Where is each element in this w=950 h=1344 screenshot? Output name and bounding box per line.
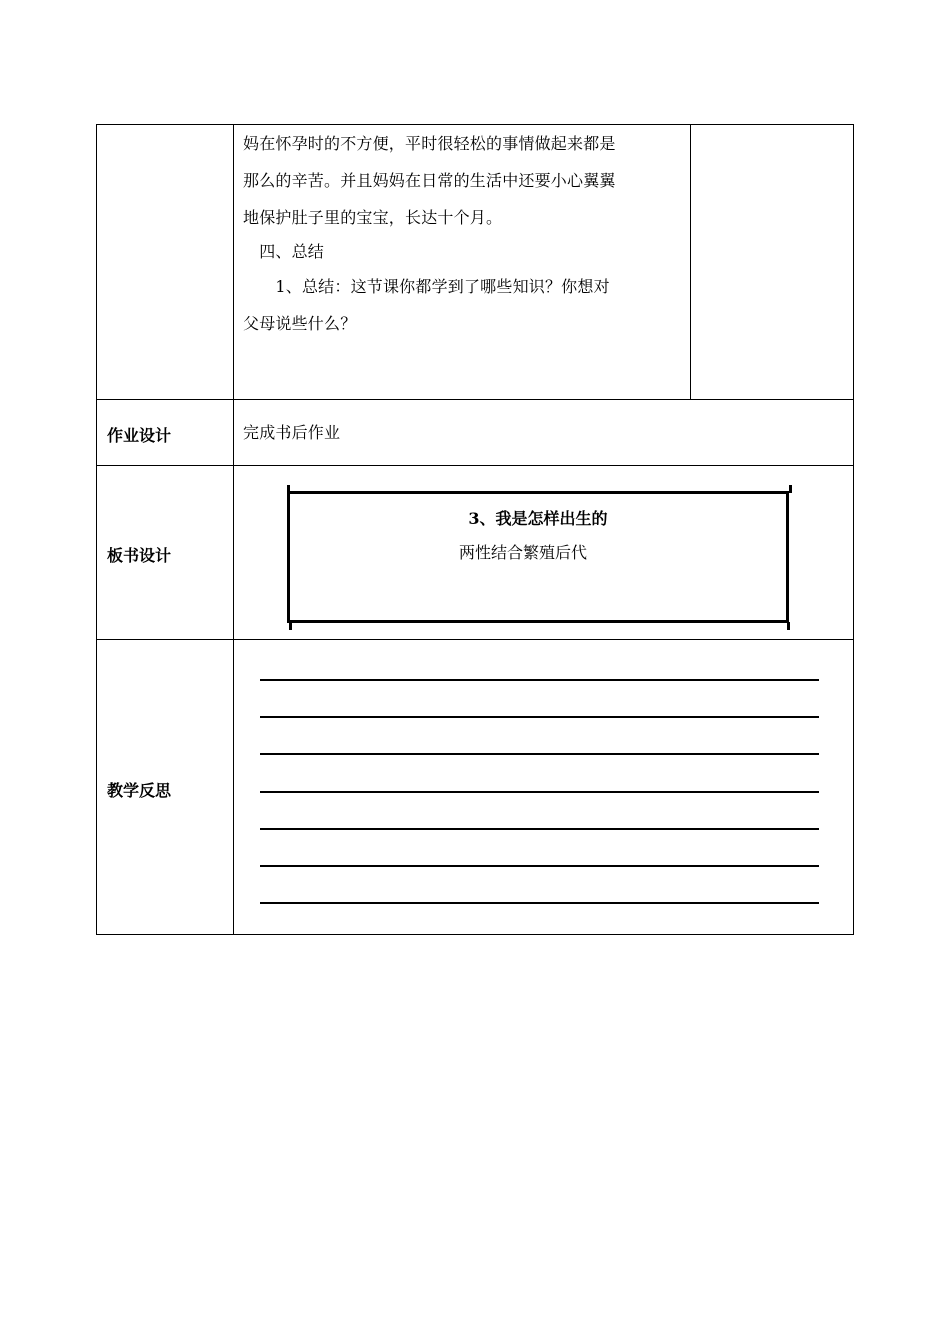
- writing-line: [260, 679, 819, 681]
- writing-line: [260, 865, 819, 867]
- writing-line: [260, 753, 819, 755]
- row-divider-3: [97, 639, 853, 640]
- writing-line: [260, 791, 819, 793]
- board-corner-tick: [789, 485, 792, 493]
- continuation-line: 那么的辛苦。并且妈妈在日常的生活中还要小心翼翼: [243, 171, 616, 190]
- row-divider-1: [97, 399, 853, 400]
- lesson-table: [96, 124, 854, 935]
- board-corner-tick: [287, 485, 290, 493]
- homework-label: 作业设计: [107, 426, 172, 445]
- column-divider-notes: [690, 125, 691, 399]
- blackboard-frame: [287, 491, 789, 623]
- section-heading: 四、总结: [243, 242, 325, 261]
- continuation-text: [243, 125, 688, 342]
- reflection-label: 教学反思: [107, 781, 172, 800]
- board-corner-tick: [289, 622, 292, 630]
- writing-line: [260, 902, 819, 904]
- continuation-line: 父母说些什么？: [243, 314, 357, 333]
- board-corner-tick: [787, 622, 790, 630]
- homework-content: 完成书后作业: [243, 423, 341, 442]
- continuation-line: 妈在怀孕时的不方便，平时很轻松的事情做起来都是: [243, 134, 616, 153]
- row-divider-2: [97, 465, 853, 466]
- writing-line: [260, 828, 819, 830]
- board-title: 3、我是怎样出生的: [468, 509, 608, 528]
- board-subtitle: 两性结合繁殖后代: [458, 543, 587, 562]
- continuation-line: 1、总结：这节课你都学到了哪些知识？你想对: [243, 277, 610, 296]
- board-label: 板书设计: [107, 546, 172, 565]
- writing-line: [260, 716, 819, 718]
- column-divider-label: [233, 125, 234, 934]
- continuation-line: 地保护肚子里的宝宝，长达十个月。: [243, 208, 503, 227]
